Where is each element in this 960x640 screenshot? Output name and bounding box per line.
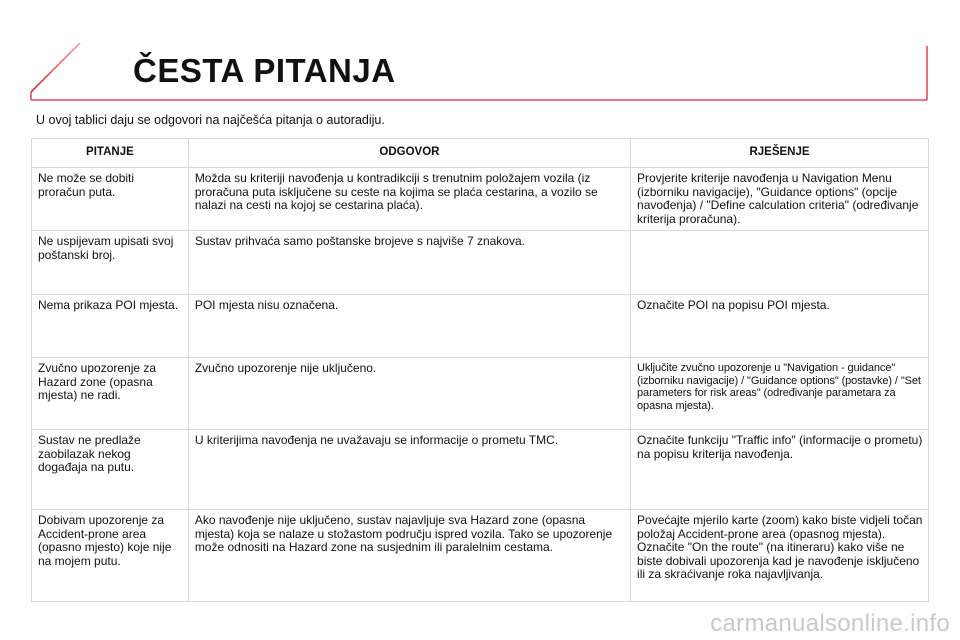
solution-cell: Provjerite kriterije navođenja u Navigation Menu (izborniku navigacije), "Guidance options" (opcije navođenja) / "Define calculation criteria" (određivanje kriterija proračuna). <box>631 168 929 231</box>
faq-table <box>31 138 929 602</box>
solution-cell: Povećajte mjerilo karte (zoom) kako biste vidjeli točan položaj Accident-prone area (opasnog mjesta). Označite "On the route" (na itineraru) kako više ne biste dobivali upozorenja kad je navođenje isključeno ili za skraćivanje roka najavljivanja. <box>631 510 929 602</box>
table-row <box>32 358 929 430</box>
question-cell: Ne može se dobiti proračun puta. <box>32 168 189 231</box>
header-answer: ODGOVOR <box>188 139 630 168</box>
answer-cell: Ako navođenje nije uključeno, sustav najavljuje sva Hazard zone (opasna mjesta) koja se nalaze u stožastom području ispred vozila. Tako se upozorenje može odnositi na Hazard zone na susjednim ili paralelnim cestama. <box>188 510 630 602</box>
watermark: carmanualsonline.info <box>710 610 950 637</box>
solution-cell: Uključite zvučno upozorenje u "Navigation - guidance" (izborniku navigacije) / "Guidance options" (postavke) / "Set parameters for risk areas" (određivanje parametara za opasna mjesta). <box>631 358 929 430</box>
question-cell: Dobivam upozorenje za Accident-prone area (opasno mjesto) koje nije na mojem putu. <box>32 510 189 602</box>
table-row <box>32 295 929 358</box>
answer-cell: POI mjesta nisu označena. <box>188 295 630 358</box>
solution-cell <box>631 231 929 295</box>
answer-cell: Zvučno upozorenje nije uključeno. <box>188 358 630 430</box>
intro-text: U ovoj tablici daju se odgovori na najčešća pitanja o autoradiju. <box>36 113 385 127</box>
answer-cell: Sustav prihvaća samo poštanske brojeve s najviše 7 znakova. <box>188 231 630 295</box>
table-row <box>32 231 929 295</box>
answer-cell: U kriterijima navođenja ne uvažavaju se informacije o prometu TMC. <box>188 430 630 510</box>
question-cell: Sustav ne predlaže zaobilazak nekog događaja na putu. <box>32 430 189 510</box>
question-cell: Zvučno upozorenje za Hazard zone (opasna mjesta) ne radi. <box>32 358 189 430</box>
table-row <box>32 510 929 602</box>
answer-cell: Možda su kriteriji navođenja u kontradikciji s trenutnim položajem vozila (iz proračuna puta isključene su ceste na kojima se plaća cestarina, a vozilo se nalazi na cesti na kojoj se cestarina plaća). <box>188 168 630 231</box>
question-cell: Ne uspijevam upisati svoj poštanski broj. <box>32 231 189 295</box>
table-row <box>32 168 929 231</box>
solution-cell: Označite funkciju "Traffic info" (informacije o prometu) na popisu kriterija navođenja. <box>631 430 929 510</box>
header-solution: RJEŠENJE <box>631 139 929 168</box>
table-header-row <box>32 139 929 168</box>
page-title: ČESTA PITANJA <box>133 52 396 89</box>
question-cell: Nema prikaza POI mjesta. <box>32 295 189 358</box>
table-row <box>32 430 929 510</box>
header-question: PITANJE <box>32 139 189 168</box>
solution-cell: Označite POI na popisu POI mjesta. <box>631 295 929 358</box>
